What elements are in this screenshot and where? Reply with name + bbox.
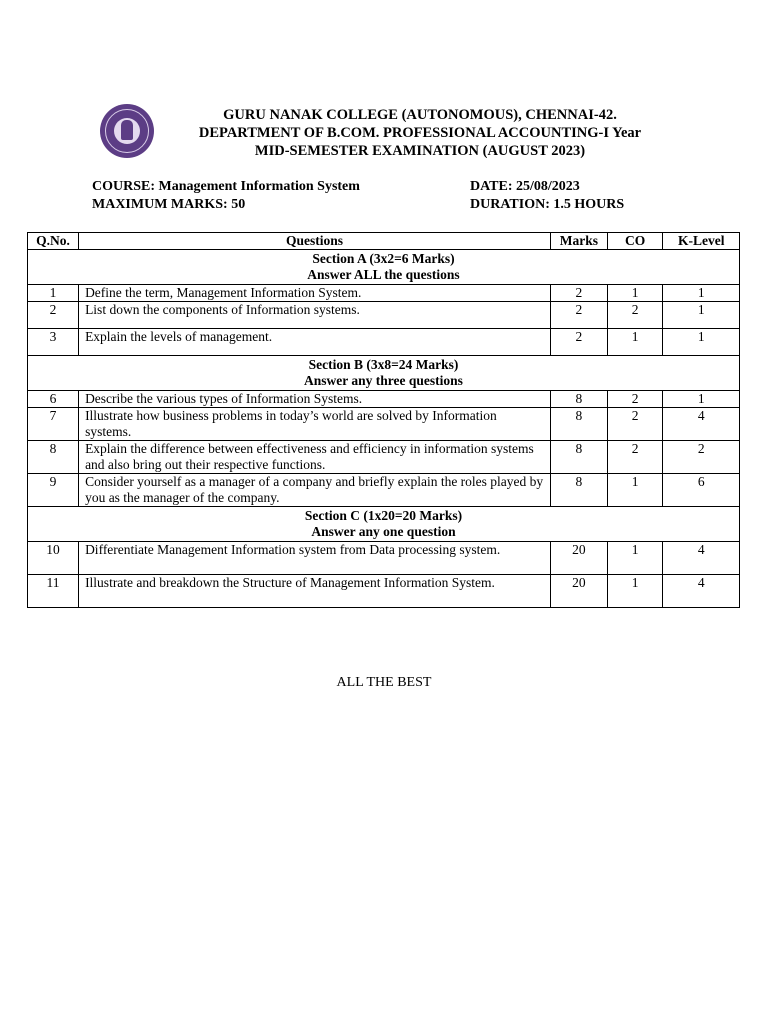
co-cell: 1 [607, 575, 663, 608]
logo-emblem-icon [121, 120, 133, 140]
table-row [28, 441, 740, 474]
header-k-level: K-Level [663, 233, 740, 250]
exam-meta-right [470, 178, 624, 214]
k-level-cell: 1 [663, 391, 740, 408]
college-logo [100, 104, 154, 158]
header-marks: Marks [550, 233, 607, 250]
question-cell: Differentiate Management Information system from Data processing system. [79, 542, 551, 575]
co-cell: 2 [607, 391, 663, 408]
qno-cell: 8 [28, 441, 79, 474]
marks-cell: 8 [550, 441, 607, 474]
qno-cell: 3 [28, 329, 79, 356]
section-c-title: Section C (1x20=20 Marks) [304, 508, 463, 523]
qno-cell: 1 [28, 285, 79, 302]
marks-cell: 2 [550, 285, 607, 302]
k-level-cell: 1 [663, 285, 740, 302]
course-label: COURSE: Management Information System [92, 179, 360, 194]
section-a-instruction: Answer ALL the questions [307, 267, 460, 282]
qno-cell: 9 [28, 474, 79, 507]
co-cell: 1 [607, 474, 663, 507]
marks-cell: 8 [550, 391, 607, 408]
header-qno: Q.No. [28, 233, 79, 250]
co-cell: 2 [607, 408, 663, 441]
table-row [28, 285, 740, 302]
k-level-cell: 4 [663, 542, 740, 575]
college-name: GURU NANAK COLLEGE (AUTONOMOUS), CHENNAI-42. [223, 107, 617, 123]
k-level-cell: 2 [663, 441, 740, 474]
date-label: DATE: 25/08/2023 [470, 179, 580, 194]
question-cell: Illustrate and breakdown the Structure of Management Information System. [79, 575, 551, 608]
duration-label: DURATION: 1.5 HOURS [470, 197, 625, 212]
k-level-cell: 4 [663, 575, 740, 608]
section-b-instruction: Answer any three questions [304, 373, 463, 388]
exam-header [150, 106, 690, 160]
section-c-instruction: Answer any one question [311, 524, 456, 539]
marks-cell: 2 [550, 329, 607, 356]
qno-cell: 11 [28, 575, 79, 608]
question-cell: Define the term, Management Information System. [79, 285, 551, 302]
marks-cell: 20 [550, 542, 607, 575]
section-c-heading [28, 507, 740, 542]
marks-cell: 2 [550, 302, 607, 329]
table-row [28, 391, 740, 408]
marks-cell: 8 [550, 474, 607, 507]
section-b-heading [28, 356, 740, 391]
qno-cell: 6 [28, 391, 79, 408]
table-header-row [28, 233, 740, 250]
k-level-cell: 4 [663, 408, 740, 441]
table-row [28, 575, 740, 608]
section-a-row [28, 250, 740, 285]
header-co: CO [607, 233, 663, 250]
table-row [28, 329, 740, 356]
question-cell: List down the components of Information systems. [79, 302, 551, 329]
qno-cell: 10 [28, 542, 79, 575]
co-cell: 2 [607, 302, 663, 329]
exam-name: MID-SEMESTER EXAMINATION (AUGUST 2023) [254, 143, 586, 159]
section-a-title: Section A (3x2=6 Marks) [312, 251, 455, 266]
table-row [28, 408, 740, 441]
qno-cell: 7 [28, 408, 79, 441]
co-cell: 1 [607, 285, 663, 302]
header-questions: Questions [79, 233, 551, 250]
k-level-cell: 1 [663, 329, 740, 356]
co-cell: 1 [607, 329, 663, 356]
table-row [28, 302, 740, 329]
table-row [28, 542, 740, 575]
max-marks-label: MAXIMUM MARKS: 50 [92, 197, 246, 212]
section-b-row [28, 356, 740, 391]
section-a-heading [28, 250, 740, 285]
table-row [28, 474, 740, 507]
section-c-row [28, 507, 740, 542]
co-cell: 2 [607, 441, 663, 474]
section-b-title: Section B (3x8=24 Marks) [308, 357, 459, 372]
question-cell: Consider yourself as a manager of a company and briefly explain the roles played by you as the manager of the company. [79, 474, 551, 507]
marks-cell: 20 [550, 575, 607, 608]
marks-cell: 8 [550, 408, 607, 441]
closing-message: ALL THE BEST [336, 675, 432, 690]
question-cell: Explain the levels of management. [79, 329, 551, 356]
question-table [27, 232, 740, 608]
k-level-cell: 6 [663, 474, 740, 507]
qno-cell: 2 [28, 302, 79, 329]
question-cell: Explain the difference between effectiveness and efficiency in information systems and also bring out their respective functions. [79, 441, 551, 474]
question-cell: Describe the various types of Information Systems. [79, 391, 551, 408]
co-cell: 1 [607, 542, 663, 575]
question-cell: Illustrate how business problems in today’s world are solved by Information systems. [79, 408, 551, 441]
exam-meta-left [92, 178, 360, 214]
department-name: DEPARTMENT OF B.COM. PROFESSIONAL ACCOUNTING-I Year [198, 125, 642, 141]
k-level-cell: 1 [663, 302, 740, 329]
